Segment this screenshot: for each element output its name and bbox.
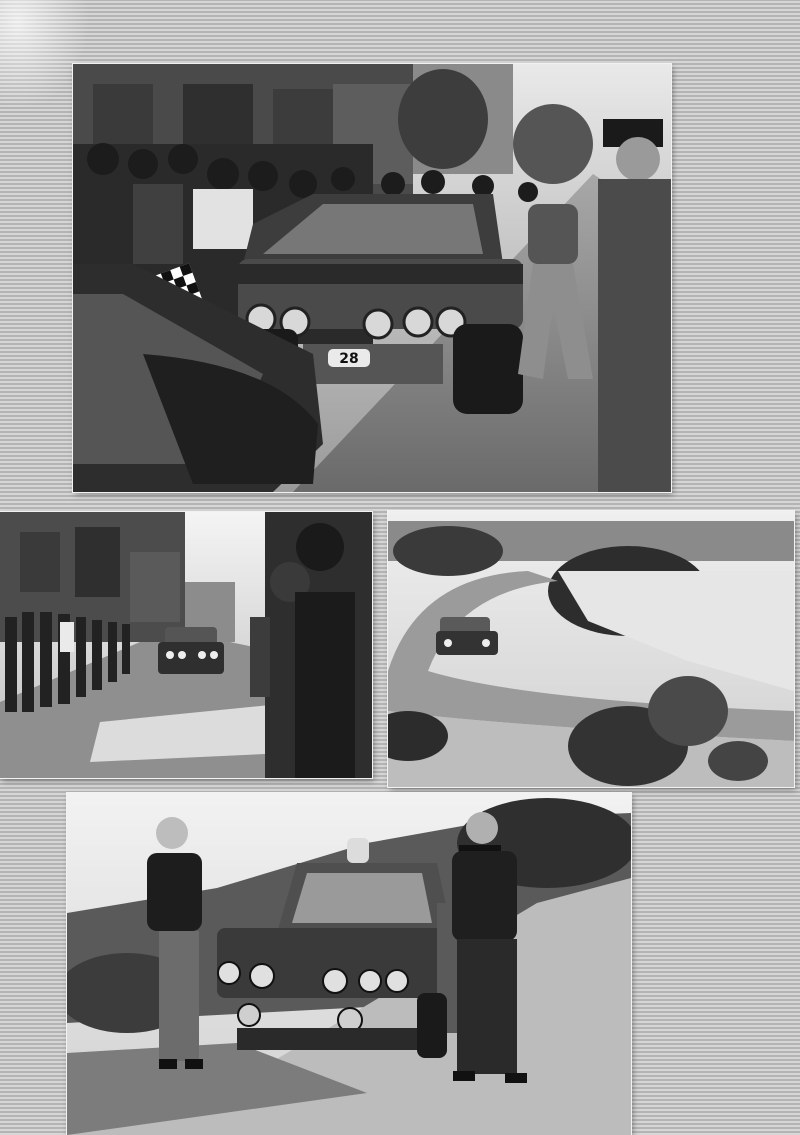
photo-river-road <box>388 511 794 787</box>
photo-rally-start <box>73 64 671 492</box>
photo-drivers-with-car-image <box>67 793 631 1135</box>
race-number-plate: 28 <box>339 351 359 367</box>
photo-drivers-with-car <box>67 793 631 1135</box>
photo-rally-start-image <box>73 64 671 492</box>
photo-town-street-image <box>0 512 372 778</box>
photo-town-street <box>0 512 372 778</box>
photo-river-road-image <box>388 511 794 787</box>
